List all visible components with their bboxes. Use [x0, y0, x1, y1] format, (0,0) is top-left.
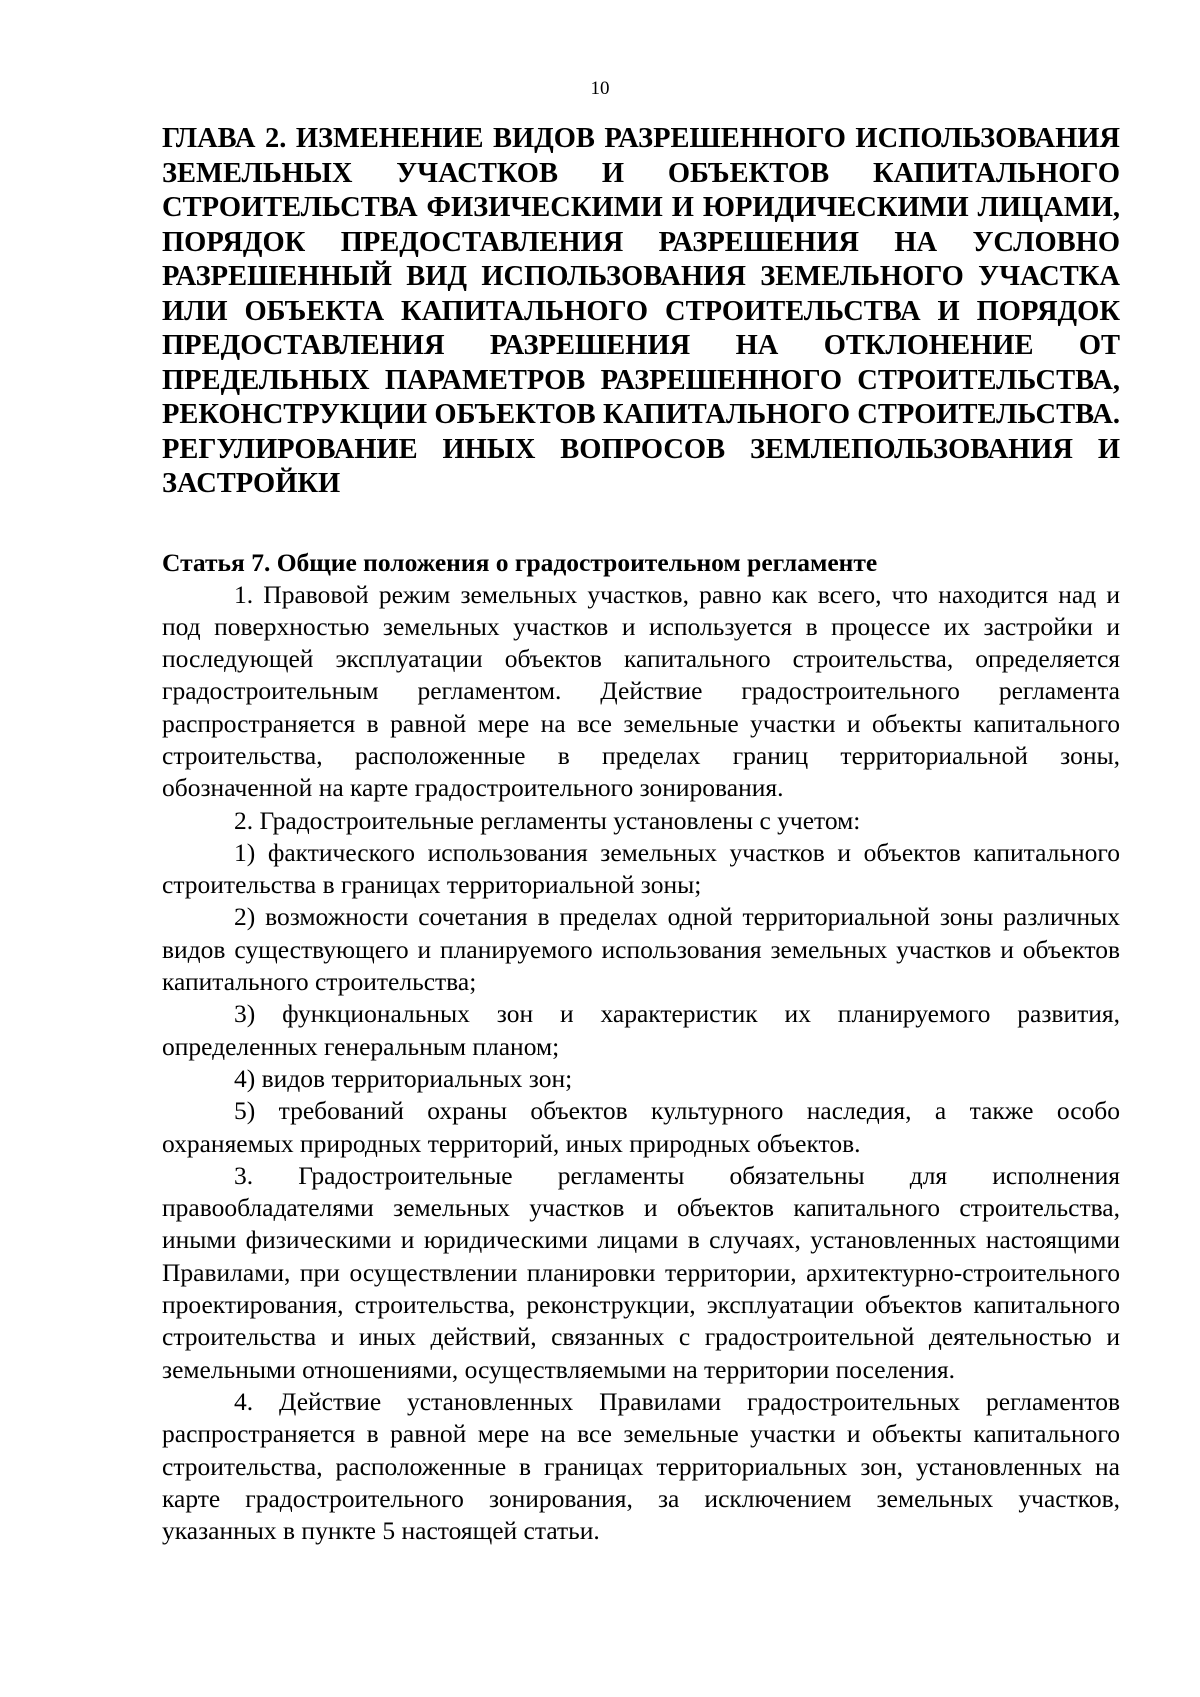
article-paragraph: 2) возможности сочетания в пределах одной территориальной зоны различных видов существующего и планируемого использования земельных участков и объектов капитального строительства; — [162, 902, 1120, 997]
article-paragraph: 1. Правовой режим земельных участков, равно как всего, что находится над и под поверхностью земельных участков и используется в процессе их застройки и последующей эксплуатации объектов капитального строительства, определяется градостроительным регламентом. Действие градостроительного регламента распространяется в равной мере на все земельные участки и объекты капитального строительства, расположенные в пределах границ территориальной зоны, обозначенной на карте градостроительного зонирования. — [162, 579, 1120, 803]
article-paragraph: 4) видов территориальных зон; — [234, 1063, 573, 1093]
article-paragraph: 5) требований охраны объектов культурного наследия, а также особо охраняемых природных территорий, иных природных объектов. — [162, 1096, 1120, 1158]
page-content — [162, 122, 1120, 1547]
article-paragraph: 1) фактического использования земельных участков и объектов капитального строительства в границах территориальной зоны; — [162, 837, 1120, 900]
page-number: 10 — [590, 78, 610, 99]
article-paragraph: 3) функциональных зон и характеристик их планируемого развития, определенных генеральным планом; — [162, 999, 1120, 1061]
article-paragraph: 2. Градостроительные регламенты установлены с учетом: — [234, 805, 861, 835]
article-title: Статья 7. Общие положения о градостроительном регламенте — [162, 547, 878, 577]
chapter-title: ГЛАВА 2. ИЗМЕНЕНИЕ ВИДОВ РАЗРЕШЕННОГО ИСПОЛЬЗОВАНИЯ ЗЕМЕЛЬНЫХ УЧАСТКОВ И ОБЪЕКТОВ КАПИТАЛЬНОГО СТРОИТЕЛЬСТВА ФИЗИЧЕСКИМИ И ЮРИДИЧЕСКИМИ ЛИЦАМИ, ПОРЯДОК ПРЕДОСТАВЛЕНИЯ РАЗРЕШЕНИЯ НА УСЛОВНО РАЗРЕШЕННЫЙ ВИД ИСПОЛЬЗОВАНИЯ ЗЕМЕЛЬНОГО УЧАСТКА ИЛИ ОБЪЕКТА КАПИТАЛЬНОГО СТРОИТЕЛЬСТВА И ПОРЯДОК ПРЕДОСТАВЛЕНИЯ РАЗРЕШЕНИЯ НА ОТКЛОНЕНИЕ ОТ ПРЕДЕЛЬНЫХ ПАРАМЕТРОВ РАЗРЕШЕННОГО СТРОИТЕЛЬСТВА, РЕКОНСТРУКЦИИ ОБЪЕКТОВ КАПИТАЛЬНОГО СТРОИТЕЛЬСТВА. РЕГУЛИРОВАНИЕ ИНЫХ ВОПРОСОВ ЗЕМЛЕПОЛЬЗОВАНИЯ И ЗАСТРОЙКИ — [162, 123, 1120, 499]
article-paragraph: 3. Градостроительные регламенты обязательны для исполнения правообладателями земельных участков и объектов капитального строительства, иными физическими и юридическими лицами в случаях, установленных настоящими Правилами, при осуществлении планировки территории, архитектурно-строительного проектирования, строительства, реконструкции, эксплуатации объектов капитального строительства и иных действий, связанных с градостроительной деятельностью и земельными отношениями, осуществляемыми на территории поселения. — [162, 1160, 1120, 1384]
article-paragraph: 4. Действие установленных Правилами градостроительных регламентов распространяется в равной мере на все земельные участки и объекты капитального строительства, расположенные в границах территориальных зон, установленных на карте градостроительного зонирования, за исключением земельных участков, указанных в пункте 5 настоящей статьи. — [162, 1386, 1120, 1546]
